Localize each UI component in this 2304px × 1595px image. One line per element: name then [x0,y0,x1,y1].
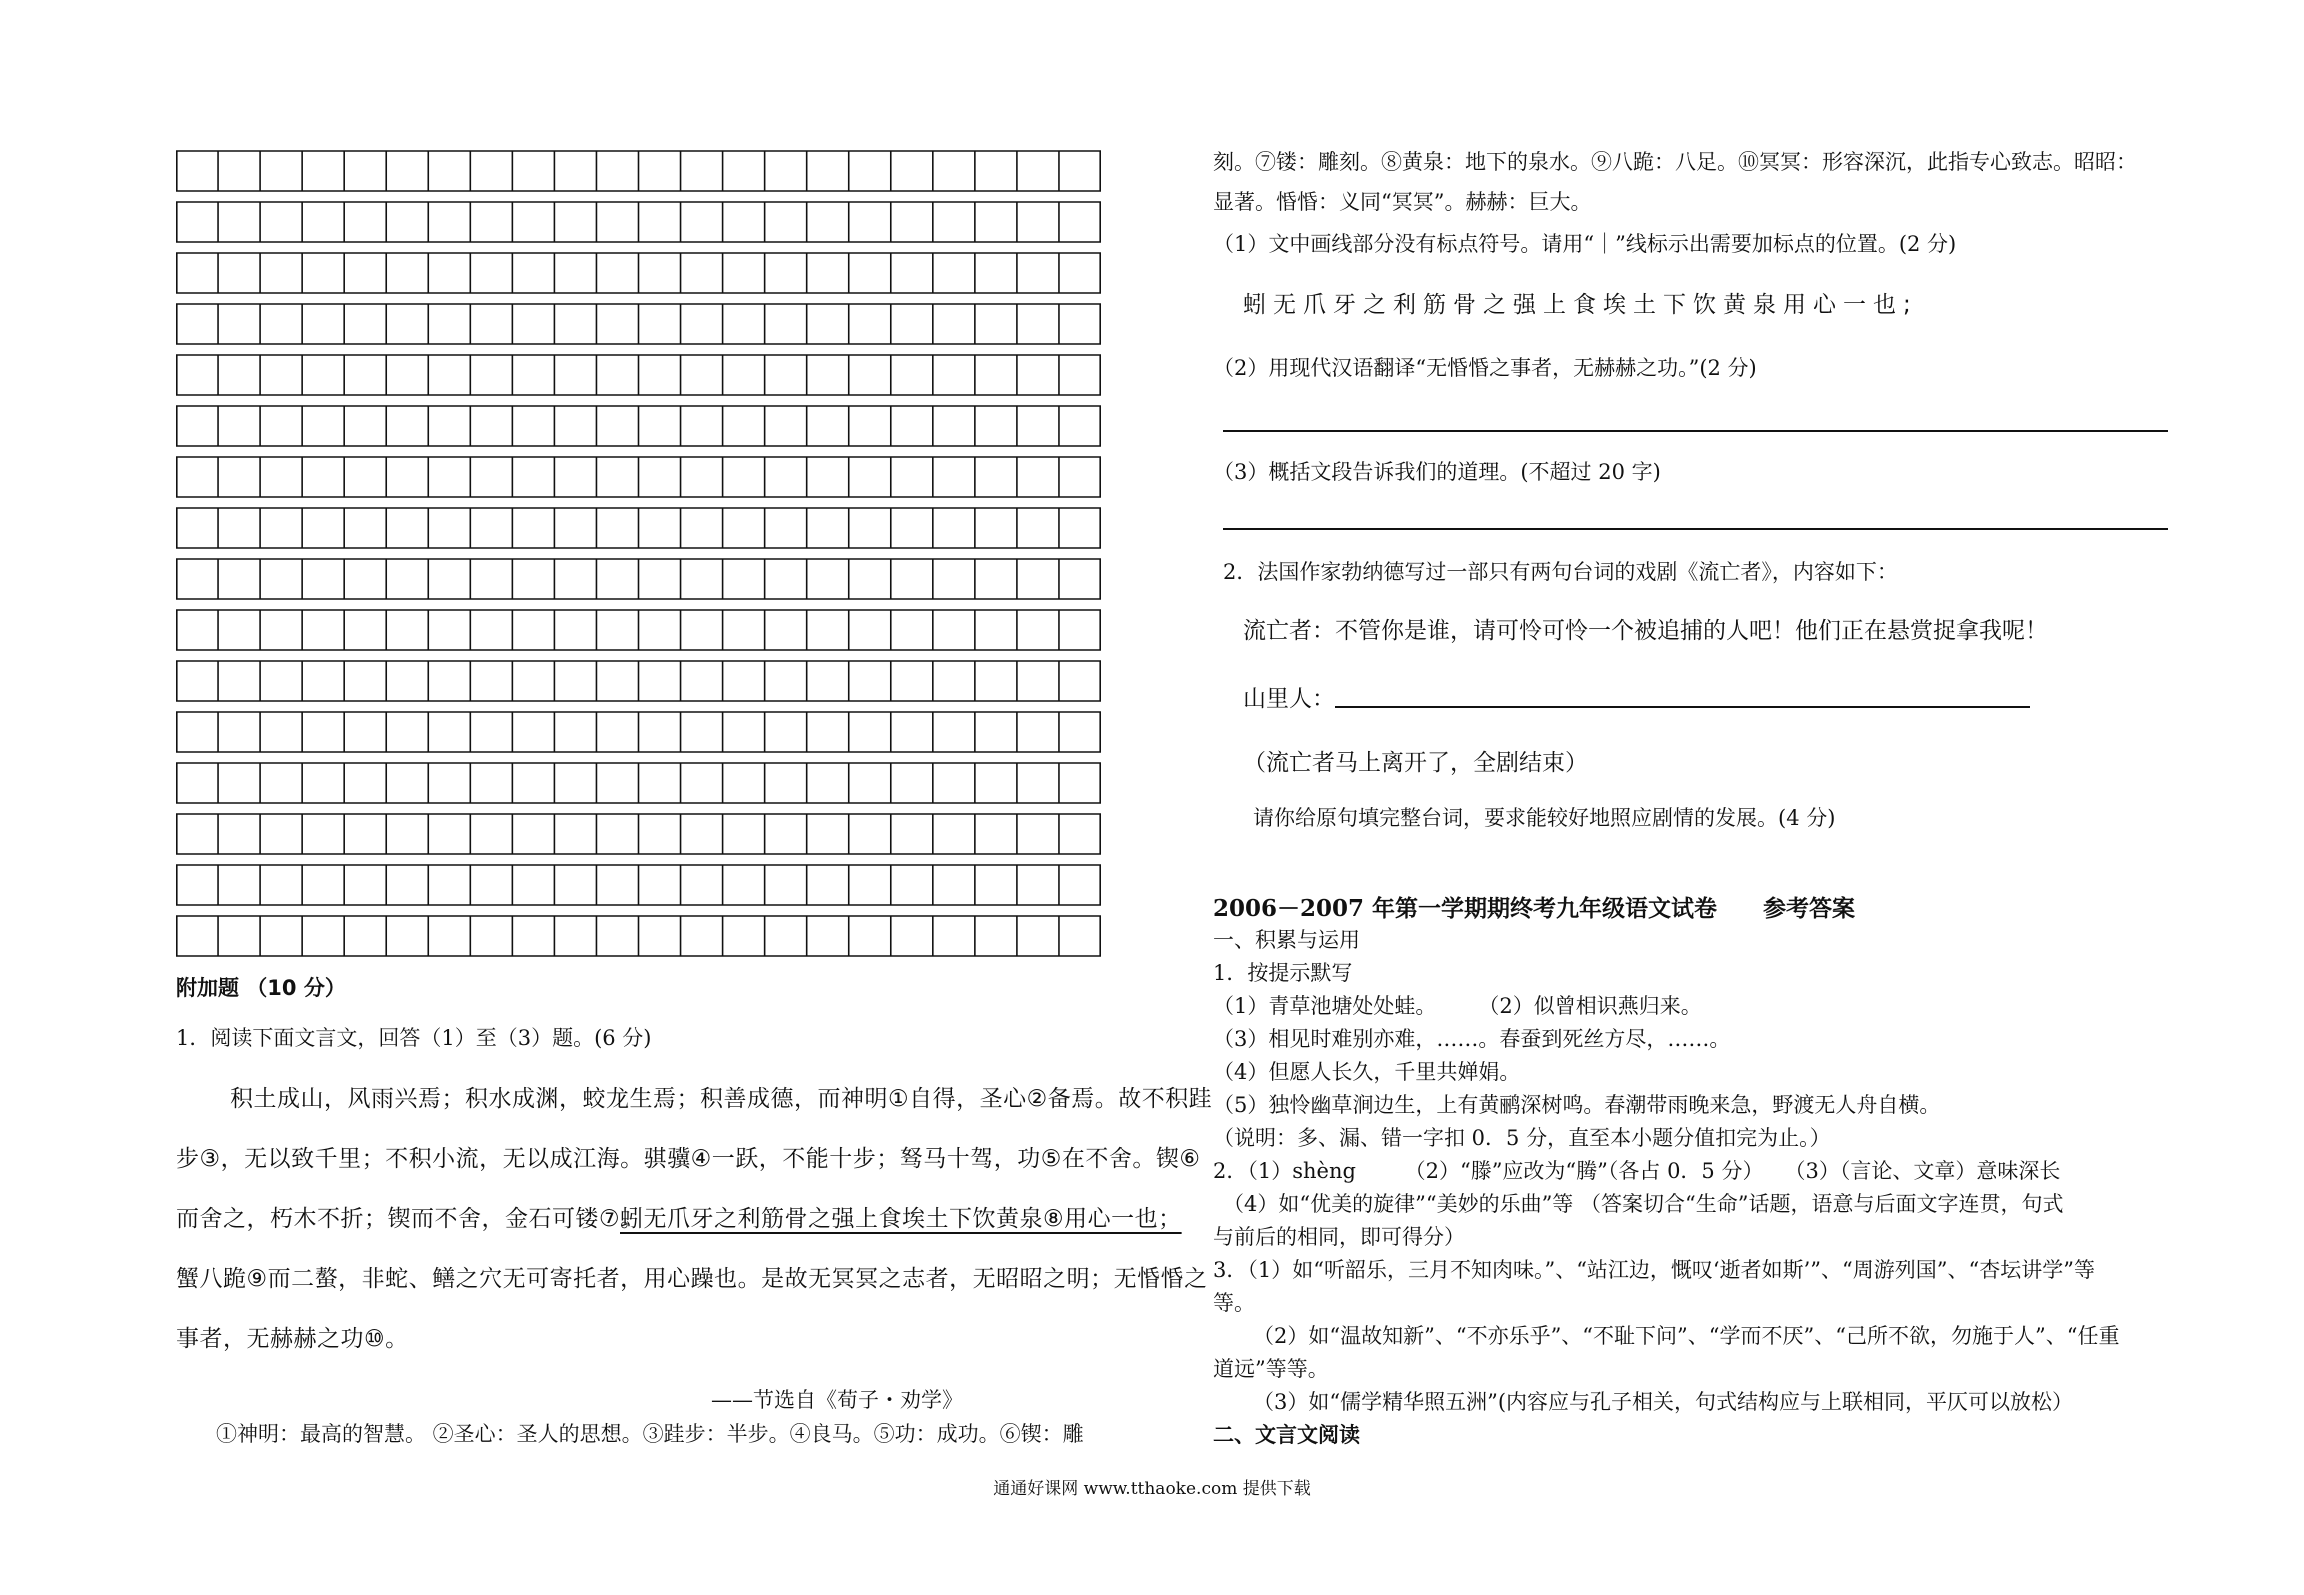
answer-1-1-2: （1）青草池塘处处蛙。 （2）似曾相识燕归来。 [1213,994,1702,1018]
answer-1: 1．按提示默写 [1213,961,1353,985]
answers-section-2: 二、文言文阅读 [1213,1422,1360,1447]
passage-line-3: 而舍之，朽木不折；锲而不舍，金石可镂⑦。 [176,1206,644,1232]
sub2-answer-line[interactable] [1223,430,2168,432]
answer-1-5: （5）独怜幽草涧边生，上有黄鹂深树鸣。春潮带雨晚来急，野渡无人舟自横。 [1213,1093,1941,1117]
answers-title: 2006－2007 年第一学期期终考九年级语文试卷 参考答案 [1213,895,1856,922]
q2-ending: （流亡者马上离开了，全剧结束） [1243,750,1588,776]
sub-question-2: （2）用现代汉语翻译“无惛惛之事者，无赫赫之功。”(2 分) [1213,356,1757,380]
page-footer: 通通好课网 www.tthaoke.com 提供下载 [993,1479,1311,1499]
answer-1-note: （说明：多、漏、错一字扣 0．5 分，直至本小题分值扣完为止。） [1213,1126,1831,1150]
passage-line-2: 步③，无以致千里；不积小流，无以成江海。骐骥④一跃，不能十步；驽马十驾，功⑤在不舍。锲⑥ [176,1146,1201,1172]
passage-source: ——节选自《荀子・劝学》 [711,1388,963,1412]
sub-question-1: （1）文中画线部分没有标点符号。请用“｜”线标示出需要加标点的位置。(2 分) [1213,232,1957,256]
q2-exile-line: 流亡者：不管你是谁，请可怜可怜一个被追捕的人吧！他们正在悬赏捉拿我呢！ [1243,618,2048,644]
q2-mountain-answer-line[interactable] [1335,706,2030,708]
answer-3-1a: 3．（1）如“听韶乐，三月不知肉味。”、“站江边，慨叹‘逝者如斯’”、“周游列国”、“杏坛讲学”等 [1213,1258,2095,1282]
sub-question-3: （3）概括文段告诉我们的道理。(不超过 20 字) [1213,460,1661,484]
answer-3-2b: 道远”等等。 [1213,1357,1329,1381]
answer-1-3: （3）相见时难别亦难，……。春蚕到死丝方尽，……。 [1213,1027,1731,1051]
q2-prompt: 2．法国作家勃纳德写过一部只有两句台词的戏剧《流亡者》，内容如下： [1223,560,1898,584]
answer-3-1b: 等。 [1213,1291,1255,1315]
notes-line-2: 刻。⑦镂：雕刻。⑧黄泉：地下的泉水。⑨八跪：八足。⑩冥冥：形容深沉，此指专心致志。昭昭： [1213,150,2137,174]
grid-svg [176,150,1101,960]
sub3-answer-line[interactable] [1223,528,2168,530]
answer-1-4: （4）但愿人长久，千里共婵娟。 [1213,1060,1521,1084]
answers-section-1: 一、积累与运用 [1213,928,1360,952]
passage-line-1: 积土成山，风雨兴焉；积水成渊，蛟龙生焉；积善成德，而神明①自得，圣心②备焉。故不积跬 [230,1086,1213,1112]
q2-instruction: 请你给原句填完整台词，要求能较好地照应剧情的发展。(4 分) [1253,806,1836,830]
q2-mountain-label: 山里人： [1243,686,1335,712]
answer-2-4b: 与前后的相同，即可得分） [1213,1225,1465,1249]
answer-2-4a: （4）如“优美的旋律”“美妙的乐曲”等 （答案切合“生命”话题，语意与后面文字连贯，句式 [1223,1192,2064,1216]
passage-line-4: 蟹八跪⑨而二螯，非蛇、鳝之穴无可寄托者，用心躁也。是故无冥冥之志者，无昭昭之明；无惛惛之 [176,1266,1208,1292]
essay-grid-paper [176,150,1101,960]
notes-line-3: 显著。惛惛：义同“冥冥”。赫赫：巨大。 [1213,190,1592,214]
notes-line-1: ①神明：最高的智慧。 ②圣心：圣人的思想。③跬步：半步。④良马。⑤功：成功。⑥锲：雕 [216,1422,1084,1446]
answer-3-2a: （2）如“温故知新”、“不亦乐乎”、“不耻下问”、“学而不厌”、“己所不欲，勿施于人”、“任重 [1253,1324,2120,1348]
sub1-sentence: 蚓无爪牙之利筋骨之强上食埃土下饮黄泉用心一也; [1243,292,1918,318]
passage-underlined-sentence: 蚓无爪牙之利筋骨之强上食埃土下饮黄泉⑧用心一也； [620,1206,1182,1232]
answer-2: 2．（1）shèng （2）“滕”应改为“腾”（各占 0．5 分） （3）（言论、文章）意味深长 [1213,1159,2061,1183]
q1-prompt: 1．阅读下面文言文，回答（1）至（3）题。(6 分) [176,1026,652,1050]
passage-line-5: 事者，无赫赫之功⑩。 [176,1326,409,1352]
bonus-title: 附加题 （10 分） [176,976,346,1000]
answer-3-3: （3）如“儒学精华照五洲”(内容应与孔子相关，句式结构应与上联相同，平仄可以放松） [1253,1390,2074,1414]
